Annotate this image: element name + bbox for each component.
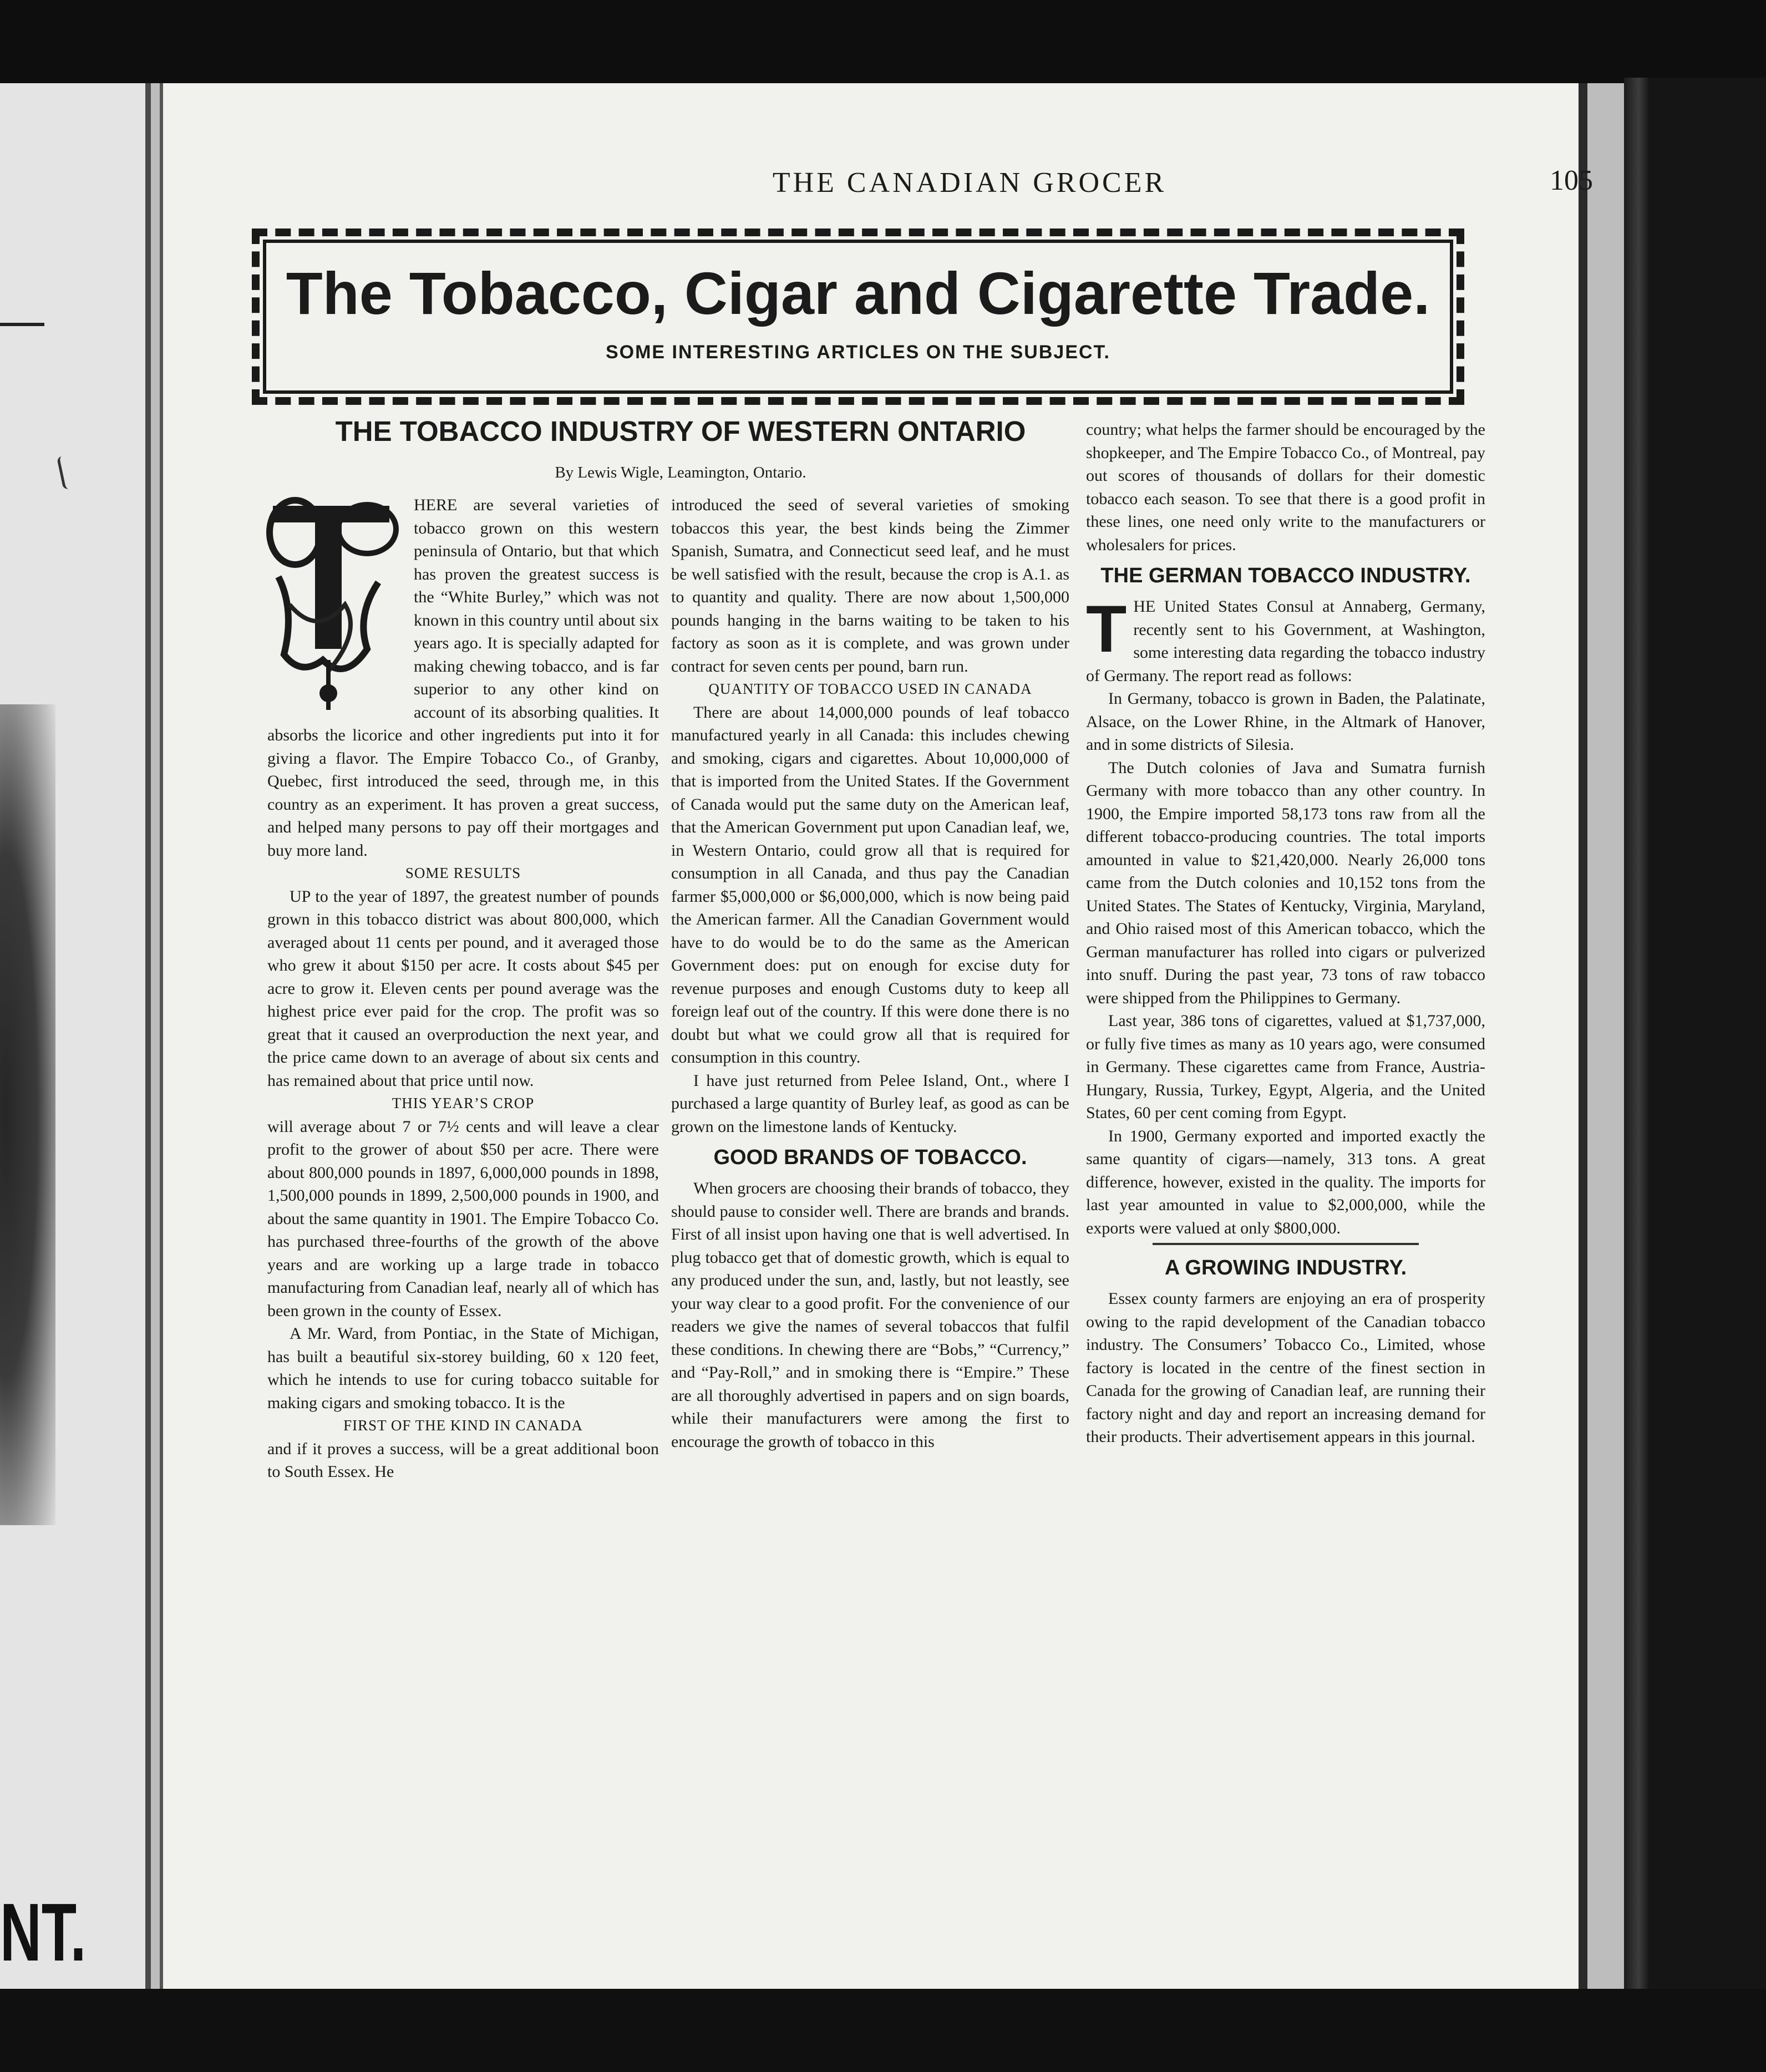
column-2 (671, 494, 1069, 1453)
article3-paragraph: Last year, 386 tons of cigarettes, valued at $1,737,000, or fully five times as many as 10 years ago, were consumed in Germany. These cigarettes came from France, Austria-Hungary, Russia, Turkey, Egypt, Algeria, and the United States, 60 per cent coming from Egypt. (1086, 1012, 1485, 1122)
article3-paragraph: In Germany, tobacco is grown in Baden, the Palatinate, Alsace, on the Lower Rhine, in the Altmark of Hanover, and in some districts of Silesia. (1086, 689, 1485, 754)
article1-title: THE TOBACCO INDUSTRY OF WESTERN ONTARIO (335, 415, 1026, 447)
banner-subtitle: SOME INTERESTING ARTICLES ON THE SUBJECT. (605, 342, 1111, 363)
left-page-illustration (0, 704, 55, 1525)
left-page-rule (0, 323, 44, 326)
article1-paragraph: introduced the seed of several varieties of smoking tobaccos this year, the best kinds being the Zimmer Spanish, Sumatra, and Connecticut seed leaf, and he must be well satisfied with the result, because the crop is A.1. as to quantity and quality. There are now about 1,500,000 pounds hanging in the barns waiting to be taken to his factory as soon as it is complete, and was grown under contract for seven cents per pound, barn run. (671, 496, 1069, 676)
subhead-this-years-crop: THIS YEAR’S CROP (392, 1095, 535, 1111)
book-edge (1624, 78, 1648, 1997)
article1-byline: By Lewis Wigle, Leamington, Ontario. (555, 464, 806, 481)
subhead-some-results: SOME RESULTS (405, 865, 521, 881)
left-facing-page (0, 83, 151, 1991)
article3-title: THE GERMAN TOBACCO INDUSTRY. (1100, 564, 1471, 587)
title-banner (252, 228, 1464, 405)
article3-paragraph: In 1900, Germany exported and imported exactly the same quantity of cigars—namely, 313 tons. A great difference, however, existed in the quality. The imports for last year amounted in value to $2,000,000, while the exports were valued at only $800,000. (1086, 1126, 1485, 1237)
article4-title: A GROWING INDUSTRY. (1164, 1256, 1407, 1279)
article1-paragraph: HERE are several varieties of tobacco grown on this western peninsula of Ontario, but that which has proven the greatest success is the “White Burley,” which was not known in this country until about six years ago. It is specially adapted for making chewing tobacco, and is far superior to any other kind on account of its absorbing qualities. It absorbs the licorice and other ingredients put into it for giving a flavor. The Empire Tobacco Co., of Granby, Quebec, first introduced the seed, through me, in this country as an experiment. It has proven a great success, and helped many persons to pay off their mortgages and buy more land. (267, 496, 659, 860)
article1-paragraph: and if it proves a success, will be a great additional boon to South Essex. He (267, 1439, 659, 1481)
running-title: THE CANADIAN GROCER (772, 167, 1167, 199)
ornamental-dropcap-t (262, 494, 404, 721)
left-page-fragment: NT. (0, 1887, 87, 1978)
scan-border-bottom (0, 1989, 1766, 2072)
article2-paragraph: When grocers are choosing their brands of tobacco, they should pause to consider well. There are brands and brands. First of all insist upon having one that is well advertised. In plug tobacco get that of domestic growth, which is equal to any produced under the sun, and, lastly, but not leastly, see your way clear to a good profit. For the convenience of our readers we give the names of several tobaccos that fulfil these conditions. In chewing there are “Bobs,” “Currency,” and “Pay-Roll,” and in smoking there is “Empire.” These are all thoroughly advertised in papers and on sign boards, while their manufacturers were among the first to encourage the growth of tobacco in this (671, 1179, 1069, 1451)
article1-paragraph: There are about 14,000,000 pounds of leaf tobacco manufactured yearly in all Canada: this includes chewing and smoking, cigars and cigarettes. About 10,000,000 of that is imported from the United States. If the Government of Canada would put the same duty on the American leaf, that the American Government put upon Canadian leaf, we, in Western Ontario, could grow all that is required for consumption in all Canada, and thus pay the Canadian farmer $5,000,000 or $6,000,000, which is now being paid the American farmer. All the Canadian Government would have to do would be to do the same as the American Government does: put on enough for excise duty for revenue purposes and enough Customs duty to keep all foreign leaf out of the country. If this were done there is no doubt but what we could grow all that is required for consumption in this country. (671, 703, 1069, 1067)
magazine-page (160, 83, 1593, 1991)
banner-title: The Tobacco, Cigar and Cigarette Trade. (286, 260, 1430, 327)
article1-paragraph: will average about 7 or 7½ cents and will leave a clear profit to the grower of about $50 per acre. There were about 800,000 pounds in 1897, 6,000,000 pounds in 1898, 1,500,000 pounds in 1899, 2,500,000 pounds in 1900, and about the same quantity in 1901. The Empire Tobacco Co. has purchased three-fourths of the growth of the above years and are working up a large trade in tobacco manufacturing from Canadian leaf, nearly all of which has been grown in the county of Essex. (267, 1117, 659, 1320)
column-1 (267, 494, 659, 1484)
section-divider (1153, 1243, 1419, 1245)
article4-paragraph: Essex county farmers are enjoying an era of prosperity owing to the rapid development of the Canadian tobacco industry. The Consumers’ Tobacco Co., Limited, whose factory is located in the centre of the finest section in Canada for the growing of Canadian leaf, are running their factory night and day and report an increasing demand for their products. Their advertisement appears in this journal. (1086, 1289, 1485, 1446)
article3-paragraph: The Dutch colonies of Java and Sumatra furnish Germany with more tobacco than any other country. In 1900, the Empire imported 58,173 tons raw from all the different tobacco-producing countries. The total imports amounted in value to $21,420,000. Nearly 26,000 tons came from the Dutch colonies and 10,152 tons from the United States. The States of Kentucky, Virginia, Maryland, and Ohio raised most of this American tobacco, which the German manufacturer has rolled into cigars or pulverized into snuff. During the past year, 73 tons of raw tobacco were shipped from the Philippines to Germany. (1086, 758, 1485, 1007)
page-number: 105 (1550, 165, 1593, 196)
article2-paragraph: country; what helps the farmer should be encouraged by the shopkeeper, and The Empire Tobacco Co., of Montreal, pay out scores of thousands of dollars for their domestic tobacco each season. To see that there is a good profit in these lines, one need only write to the manufacturers or wholesalers for prices. (1086, 420, 1485, 554)
left-page-mark (57, 455, 74, 490)
subhead-quantity-used: QUANTITY OF TOBACCO USED IN CANADA (708, 680, 1032, 697)
article1-paragraph: I have just returned from Pelee Island, Ont., where I purchased a large quantity of Burley leaf, as good as can be grown on the limestone lands of Kentucky. (671, 1071, 1069, 1136)
article1-paragraph: UP to the year of 1897, the greatest number of pounds grown in this tobacco district was about 800,000, which averaged about 11 cents per pound, and it averaged those who grew it about $150 per acre. It costs about $45 per acre to grow it. Eleven cents per pound average was the highest price ever paid for the crop. The profit was so great that it caused an overproduction the next year, and the price came down to an average of about six cents and has remained about that price until now. (267, 887, 659, 1090)
article3-paragraph: HE United States Consul at Annaberg, Germany, recently sent to his Government, at Washington, some interesting data regarding the tobacco industry of Germany. The report read as follows: (1086, 597, 1485, 685)
column-3 (1086, 418, 1485, 1449)
scan-border-top (0, 0, 1766, 83)
subhead-first-of-kind: FIRST OF THE KIND IN CANADA (343, 1417, 583, 1434)
article1-paragraph: A Mr. Ward, from Pontiac, in the State of Michigan, has built a beautiful six-storey building, 60 x 120 feet, which he intends to use for curing tobacco suitable for making cigars and smoking tobacco. It is the (267, 1324, 659, 1412)
article2-title: GOOD BRANDS OF TOBACCO. (713, 1146, 1027, 1169)
dropcap-t: T (1086, 592, 1127, 666)
